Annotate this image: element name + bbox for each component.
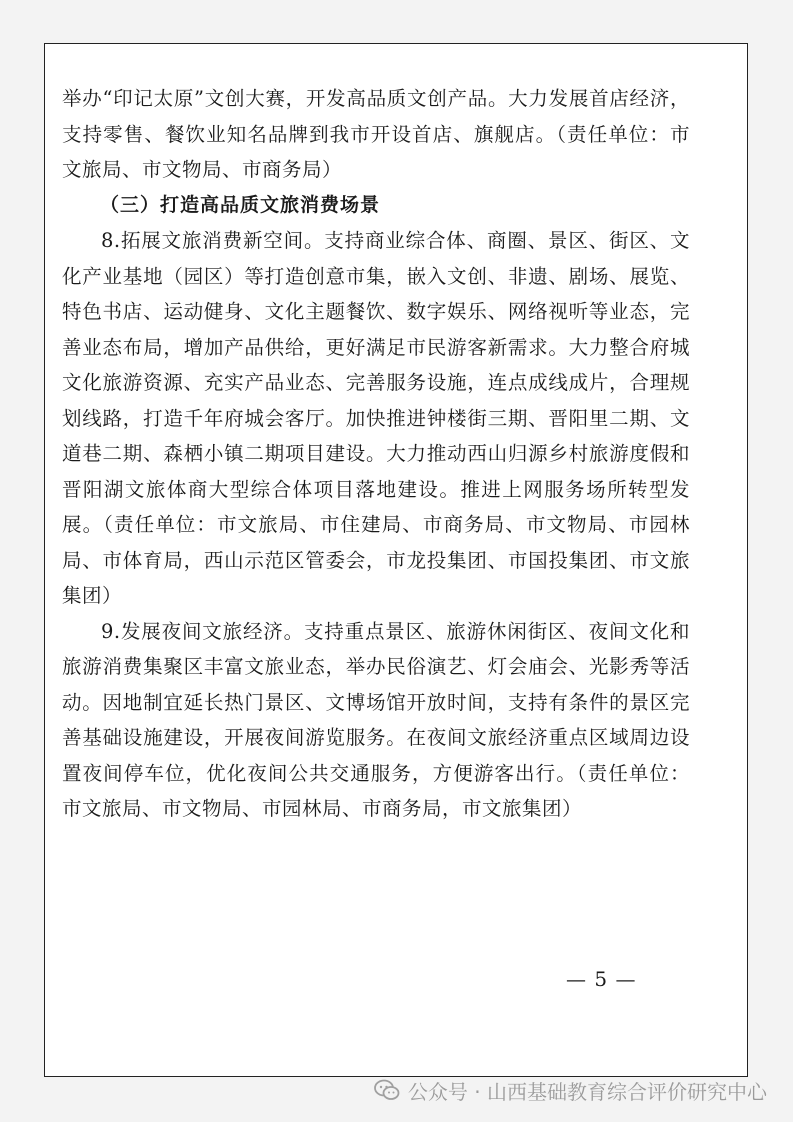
paragraph-item-9: 9.发展夜间文旅经济。支持重点景区、旅游休闲街区、夜间文化和旅游消费集聚区丰富文旅业态，举办民俗演艺、灯会庙会、光影秀等活动。因地制宜延长热门景区、文博场馆开放时间，支持有条件的景区完善基础设施建设，开展夜间游览服务。在夜间文旅经济重点区域周边设置夜间停车位，优化夜间公共交通服务，方便游客出行。（责任单位：市文旅局、市文物局、市园林局、市商务局，市文旅集团）	[62, 619, 690, 820]
paragraph-continuation: 举办“印记太原”文创大赛，开发高品质文创产品。大力发展首店经济，支持零售、餐饮业知名品牌到我市开设首店、旗舰店。（责任单位：市文旅局、市文物局、市商务局）	[62, 87, 690, 181]
document-body	[62, 81, 690, 827]
page-number: — 5 —	[566, 967, 637, 991]
section-heading: （三）打造高品质文旅消费场景	[100, 193, 381, 216]
wechat-icon	[374, 1079, 400, 1101]
watermark-text: 公众号 · 山西基础教育综合评价研究中心	[407, 1079, 767, 1104]
watermark	[374, 1075, 767, 1105]
paragraph-item-8: 8.拓展文旅消费新空间。支持商业综合体、商圈、景区、街区、文化产业基地（园区）等打造创意市集，嵌入文创、非遗、剧场、展览、特色书店、运动健身、文化主题餐饮、数字娱乐、网络视听等业态，完善业态布局，增加产品供给，更好满足市民游客新需求。大力整合府城文化旅游资源、充实产品业态、完善服务设施，连点成线成片，合理规划线路，打造千年府城会客厅。加快推进钟楼街三期、晋阳里二期、文道巷二期、森栖小镇二期项目建设。大力推动西山归源乡村旅游度假和晋阳湖文旅体商大型综合体项目落地建设。推进上网服务场所转型发展。（责任单位：市文旅局、市住建局、市商务局、市文物局、市园林局、市体育局，西山示范区管委会，市龙投集团、市国投集团、市文旅集团）	[62, 229, 690, 607]
